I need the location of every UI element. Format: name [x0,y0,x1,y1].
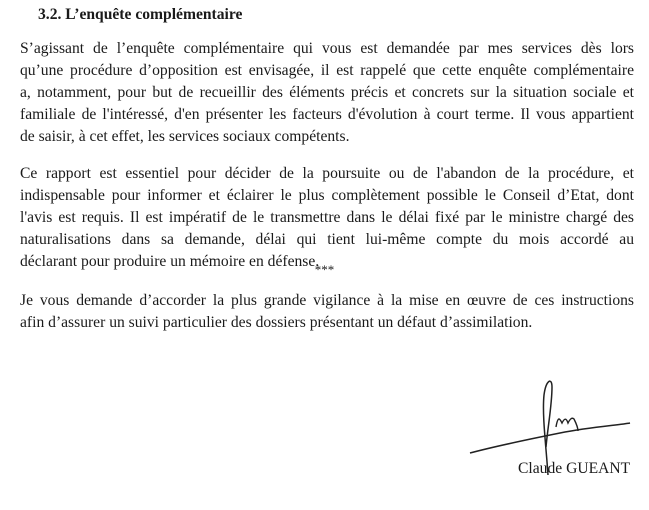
text-line: afin d’assurer un suivi particulier des dossiers présentant un défaut d’assimilation. [20,314,533,331]
text-line: l'avis est requis. Il est impératif de le transmettre dans le délai fixé par le ministre chargé des [20,209,634,226]
text-line: familiale de l'intéressé, d'en présenter les facteurs d'évolution à court terme. Il vous appartient [20,106,634,123]
section-heading: 3.2. L’enquête complémentaire [38,6,243,23]
text-line: Ce rapport est essentiel pour décider de la poursuite ou de l'abandon de la procédure, et [20,165,634,182]
text-line: Je vous demande d’accorder la plus grande vigilance à la mise en œuvre de ces instructions [20,292,634,309]
text-line: déclarant pour produire un mémoire en défense. [20,253,320,270]
text-line: a, notamment, pour but de recueillir des éléments précis et concrets sur la situation sociale et [20,84,634,101]
text-line: indispensable pour informer et éclairer le plus complètement possible le Conseil d’Etat, dont [20,187,634,204]
text-line: qu’une procédure d’opposition est envisagée, il est rappelé que cette enquête complémentaire [20,62,634,79]
text-line: de saisir, à cet effet, les services sociaux compétents. [20,128,350,145]
signatory-name: Claude GUEANT [518,460,631,477]
text-line: naturalisations dans sa demande, délai qui tient lui-même compte du mois accordé au [20,231,634,248]
text-line: S’agissant de l’enquête complémentaire qui vous est demandée par mes services dès lors [20,40,634,57]
section-separator: *** [314,262,335,277]
